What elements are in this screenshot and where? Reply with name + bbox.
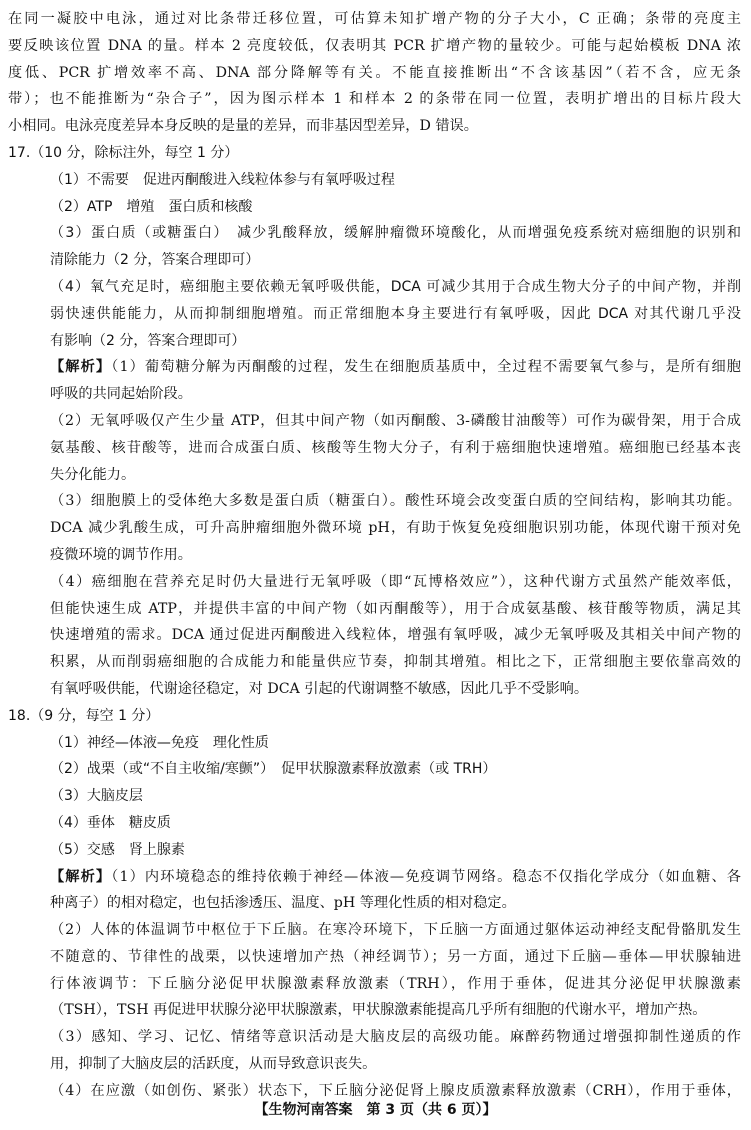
analysis-line: （2）无氧呼吸仅产生少量 ATP，但其中间产物（如丙酮酸、3-磷酸甘油酸等）可作为碳骨架，用于合成: [50, 412, 741, 429]
analysis-line: （4）在应激（如创伤、紧张）状态下，下丘脑分泌促肾上腺皮质激素释放激素（CRH），作用于垂体，: [50, 1082, 741, 1099]
analysis-tag: 【解析】: [50, 868, 112, 885]
question-18: [8, 703, 741, 1105]
analysis-line: 但能快速生成 ATP，并提供丰富的中间产物（如丙酮酸等），用于合成氨基酸、核苷酸等物质，满足其: [50, 600, 741, 617]
analysis-line: 快速增殖的需求。DCA 通过促进丙酮酸进入线粒体，增强有氧呼吸，减少无氧呼吸及其相关中间产物的: [50, 627, 741, 644]
analysis-line: （3）感知、学习、记忆、情绪等意识活动是大脑皮层的高级功能。麻醉药物通过增强抑制性递质的作: [50, 1029, 741, 1046]
analysis-line: （2）人体的体温调节中枢位于下丘脑。在寒冷环境下，下丘脑一方面通过躯体运动神经支配骨骼肌发生: [50, 922, 741, 939]
analysis-line: 用，抑制了大脑皮层的活跃度，从而导致意识丧失。: [50, 1056, 377, 1073]
question-17: [8, 140, 741, 703]
analysis-block: [44, 354, 741, 702]
text-line: 度低、PCR 扩增效率不高、DNA 部分降解等有关。不能直接推断出“不含该基因”（若不含，应无条: [8, 64, 741, 81]
analysis-line: 不随意的、节律性的战栗，以快速增加产热（神经调节）；另一方面，通过下丘脑—垂体—甲状腺轴进: [50, 948, 741, 965]
analysis-line: 氨基酸、核苷酸等，进而合成蛋白质、核酸等生物大分子，有利于癌细胞快速增殖。癌细胞已经基本丧: [50, 439, 741, 456]
analysis-line: 呼吸的共同起始阶段。: [50, 386, 192, 403]
analysis-line: 【解析】（1）内环境稳态的维持依赖于神经—体液—免疫调节网络。稳态不仅指化学成分（如血糖、各: [50, 868, 741, 885]
analysis-line: 种离子）的相对稳定，也包括渗透压、温度、pH 等理化性质的相对稳定。: [50, 895, 516, 912]
intro-paragraph: [8, 6, 741, 140]
analysis-line: 行体液调节：下丘脑分泌促甲状腺激素释放激素（TRH），作用于垂体，促进其分泌促甲状腺激素: [50, 975, 741, 992]
answer-line: （4）垂体 糖皮质: [50, 814, 171, 831]
analysis-line: 有氧呼吸供能，代谢途径稳定，对 DCA 引起的代谢调整不敏感，因此几乎不受影响。: [50, 680, 589, 697]
answer-block: [44, 167, 741, 355]
text-line: 要反映该位置 DNA 的量。样本 2 亮度较低，仅表明其 PCR 扩增产物的量较少。可能与起始模板 DNA 浓: [8, 37, 741, 54]
question-header: 18.（9 分，每空 1 分）: [8, 707, 160, 724]
analysis-line: （3）细胞膜上的受体绝大多数是蛋白质（糖蛋白）。酸性环境会改变蛋白质的空间结构，影响其功能。: [50, 493, 741, 510]
analysis-line: 疫微环境的调节作用。: [50, 546, 192, 563]
answer-line: （3）蛋白质（或糖蛋白） 减少乳酸释放，缓解肿瘤微环境酸化，从而增强免疫系统对癌细胞的识别和: [50, 225, 741, 242]
page-footer: 【生物河南答案 第 3 页（共 6 页）】: [254, 1102, 497, 1118]
answer-line: 弱快速供能能力，从而抑制细胞增殖。而正常细胞本身主要进行有氧呼吸，因此 DCA 对其代谢几乎没: [50, 305, 741, 322]
answer-line: （4）氧气充足时，癌细胞主要依赖无氧呼吸供能，DCA 可减少其用于合成生物大分子的中间产物，并削: [50, 278, 741, 295]
analysis-line: （4）癌细胞在营养充足时仍大量进行无氧呼吸（即“瓦博格效应”），这种代谢方式虽然产能效率低，: [50, 573, 741, 590]
text-line: 带）；也不能推断为“杂合子”，因为图示样本 1 和样本 2 的条带在同一位置，表明扩增出的目标片段大: [8, 91, 741, 108]
answer-line: （1）不需要 促进丙酮酸进入线粒体参与有氧呼吸过程: [50, 171, 395, 188]
answer-line: （1）神经—体液—免疫 理化性质: [50, 734, 269, 751]
analysis-line: 【解析】（1）葡萄糖分解为丙酮酸的过程，发生在细胞质基质中，全过程不需要氧气参与，是所有细胞: [50, 359, 741, 376]
analysis-line: 积累，从而削弱癌细胞的合成能力和能量供应节奏，抑制其增殖。相比之下，正常细胞主要依靠高效的: [50, 654, 741, 671]
analysis-line: （TSH），TSH 再促进甲状腺分泌甲状腺激素，甲状腺激素能提高几乎所有细胞的代谢水平，增加产热。: [50, 1002, 707, 1019]
answer-line: 清除能力（2 分，答案合理即可）: [50, 252, 260, 269]
answer-line: （2）ATP 增殖 蛋白质和核酸: [50, 198, 253, 215]
question-header: 17.（10 分，除标注外，每空 1 分）: [8, 144, 239, 161]
answer-line: 有影响（2 分，答案合理即可）: [50, 332, 246, 349]
text-line: 在同一凝胶中电泳，通过对比条带迁移位置，可估算未知扩增产物的分子大小，C 正确；条带的亮度主: [8, 11, 741, 27]
analysis-block: [44, 864, 741, 1105]
analysis-tag: 【解析】: [50, 359, 112, 376]
answer-line: （3）大脑皮层: [50, 788, 143, 805]
answer-line: （5）交感 肾上腺素: [50, 841, 185, 858]
text-line: 小相同。电泳亮度差异本身反映的是量的差异，而非基因型差异，D 错误。: [8, 118, 478, 135]
answer-line: （2）战栗（或“不自主收缩/寒颤”） 促甲状腺激素释放激素（或 TRH）: [50, 761, 497, 778]
analysis-line: 失分化能力。: [50, 466, 136, 483]
analysis-line: DCA 减少乳酸生成，可升高肿瘤细胞外微环境 pH，有助于恢复免疫细胞识别功能，体现代谢干预对免: [50, 520, 741, 537]
answer-block: [44, 730, 741, 864]
